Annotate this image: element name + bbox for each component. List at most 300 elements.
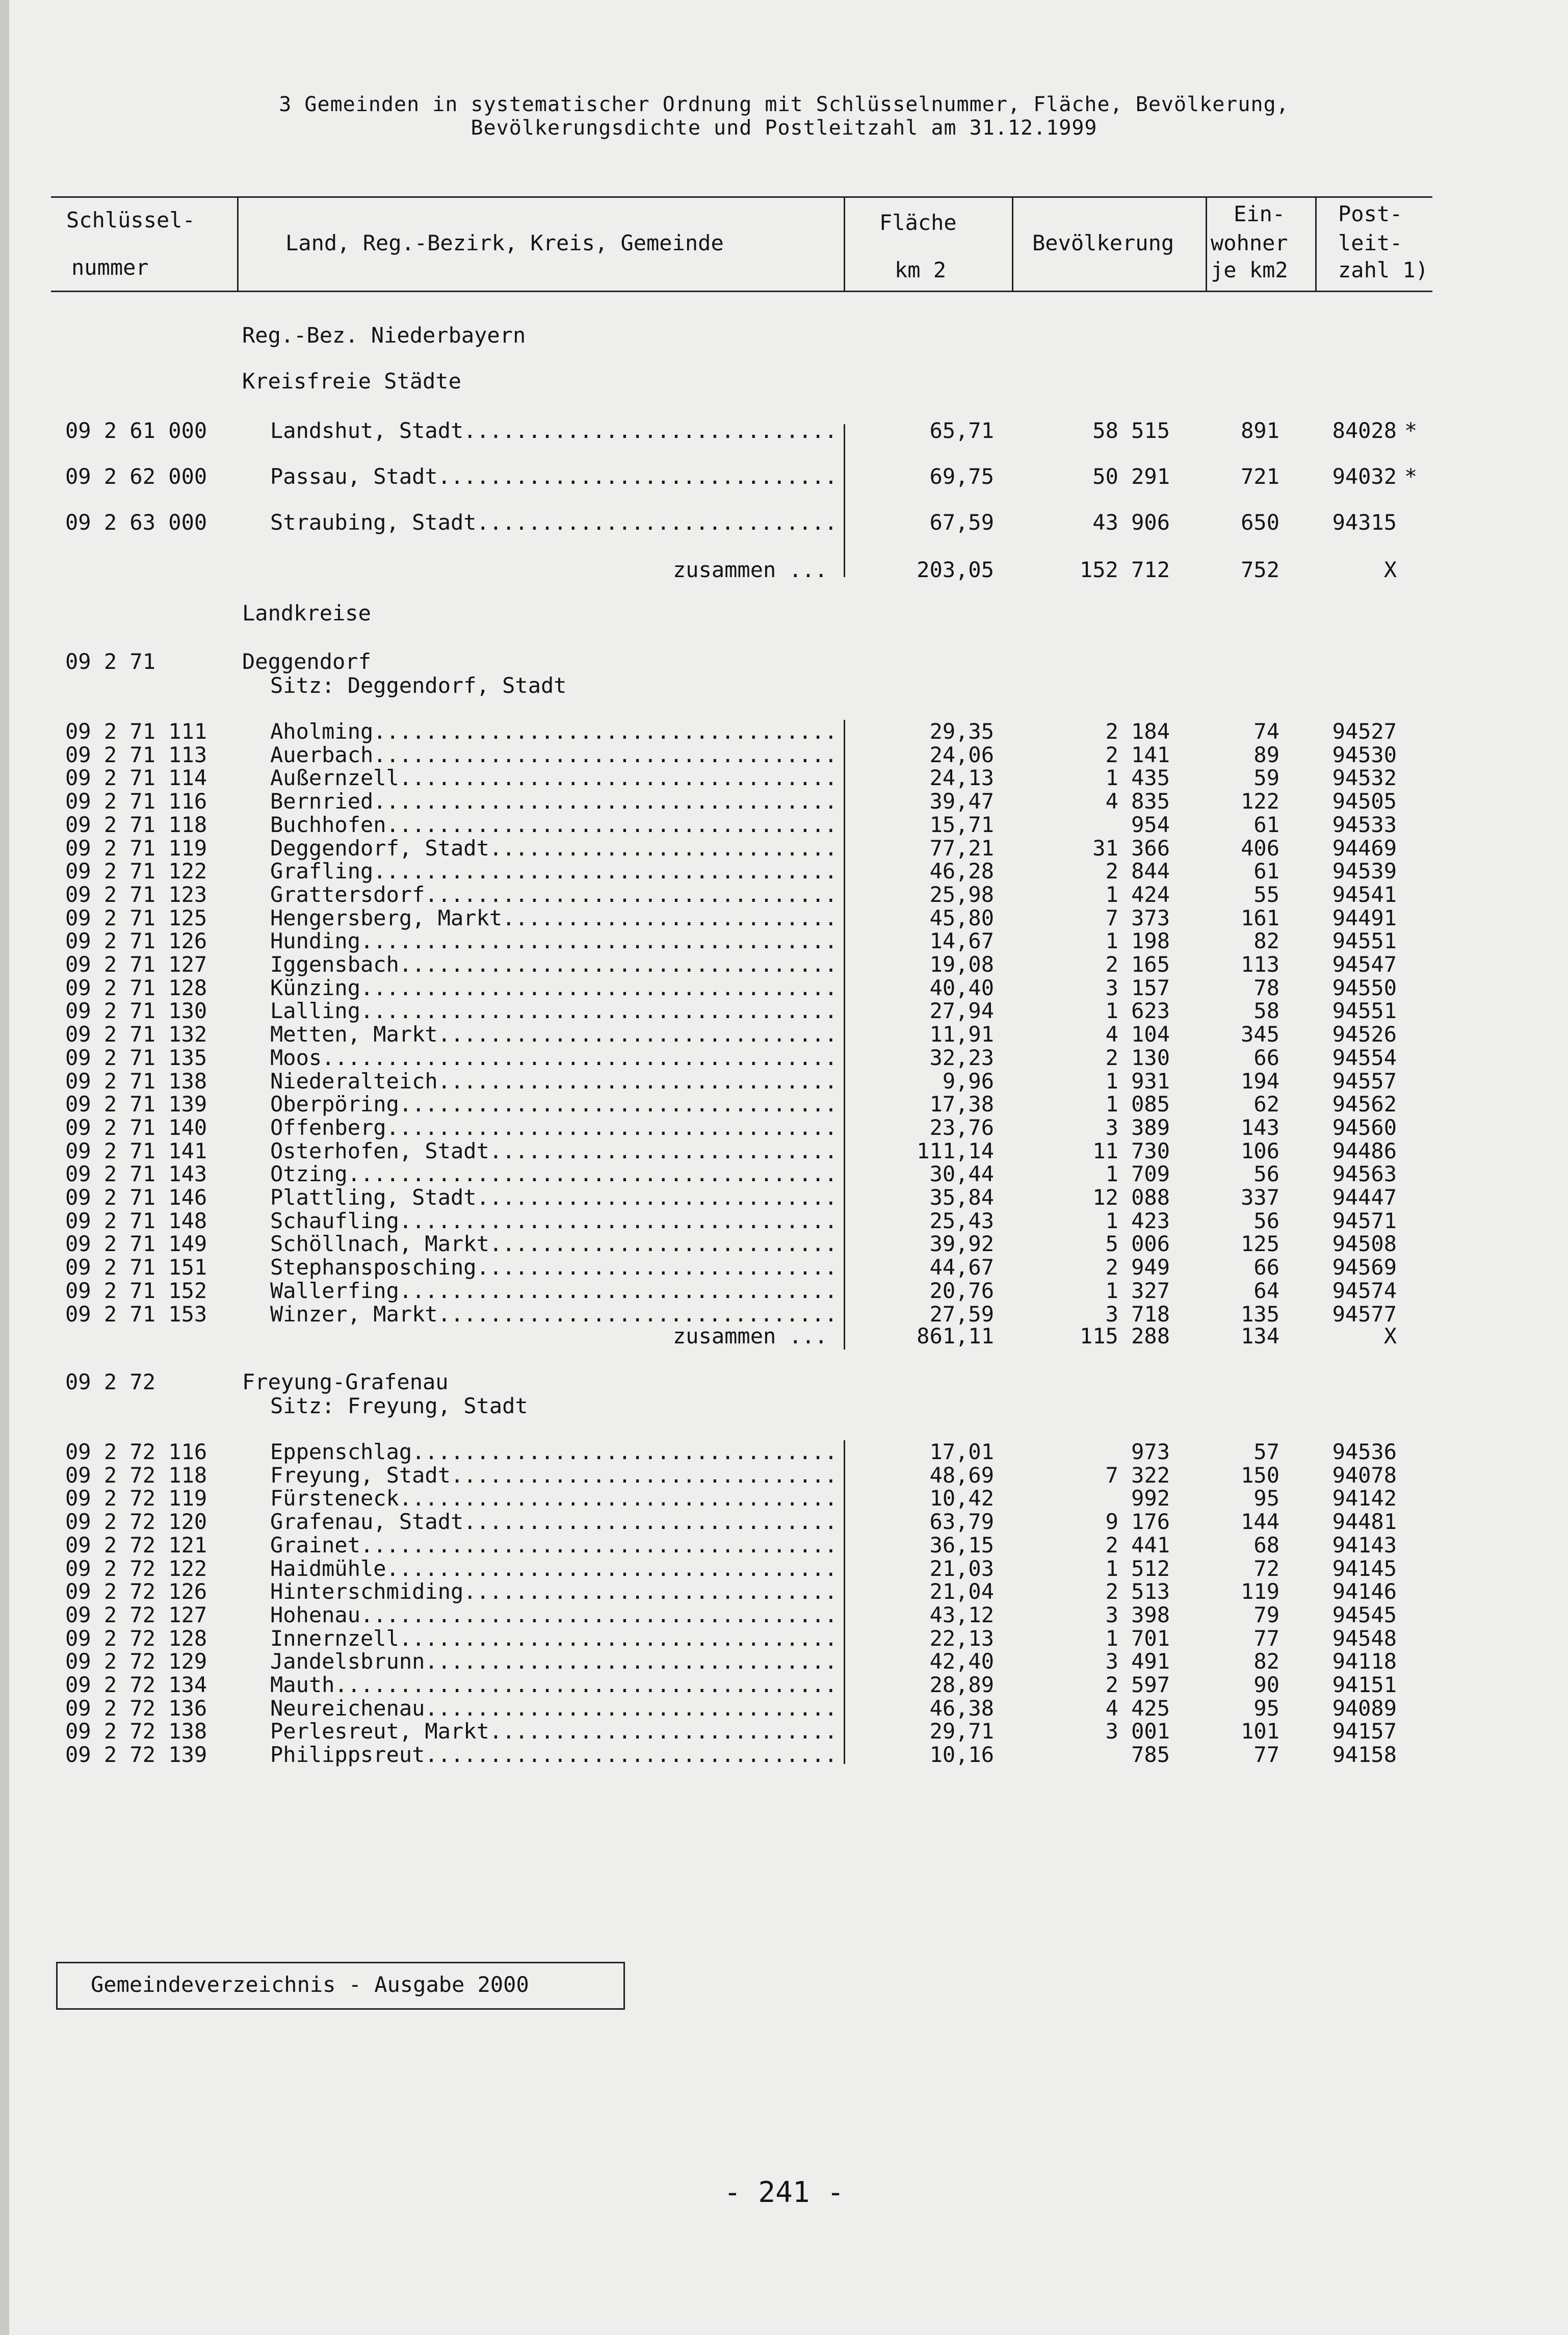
leader-dots: ................................ (425, 1695, 838, 1721)
row-name: Hunding..................................... (270, 928, 838, 954)
row-flaeche: 46,38 (929, 1695, 994, 1721)
row-plz: 94550 (1332, 975, 1397, 1000)
row-bevoelkerung: 785 (1131, 1742, 1170, 1768)
row-flaeche: 42,40 (929, 1649, 994, 1674)
leader-dots: ................................ (425, 1742, 838, 1768)
row-key: 09 2 71 149 (65, 1231, 207, 1257)
row-name: Osterhofen, Stadt........................... (270, 1138, 838, 1163)
row-key: 09 2 72 126 (65, 1579, 207, 1604)
leader-dots: .................................. (399, 1486, 838, 1511)
row-key: 09 2 71 151 (65, 1255, 207, 1280)
row-flaeche: 67,59 (929, 510, 994, 535)
row-name: Neureichenau................................ (270, 1695, 838, 1721)
row-bevoelkerung: 954 (1131, 812, 1170, 837)
row-name: Philippsreut................................ (270, 1742, 838, 1768)
row-name: Auerbach.................................... (270, 742, 838, 767)
row-dichte: 161 (1241, 905, 1279, 930)
kreis-name: Freyung-Grafenau (242, 1369, 449, 1394)
row-dichte: 74 (1253, 719, 1279, 744)
leader-dots: ........................................ (322, 1045, 838, 1070)
row-dichte: 194 (1241, 1068, 1279, 1094)
row-plz: 94118 (1332, 1649, 1397, 1674)
row-bevoelkerung: 1 085 (1105, 1092, 1170, 1117)
leader-dots: ..................................... (360, 1602, 838, 1627)
row-bevoelkerung: 2 949 (1105, 1255, 1170, 1280)
row-bevoelkerung: 3 001 (1105, 1719, 1170, 1744)
row-dichte: 95 (1253, 1486, 1279, 1511)
row-name: Eppenschlag................................. (270, 1439, 838, 1464)
row-dichte: 106 (1241, 1138, 1279, 1163)
row-key: 09 2 72 120 (65, 1509, 207, 1535)
row-plz: 94577 (1332, 1301, 1397, 1327)
row-plz: 94157 (1332, 1719, 1397, 1744)
row-bevoelkerung: 1 327 (1105, 1278, 1170, 1303)
leader-dots: .................................. (399, 1208, 838, 1233)
row-key: 09 2 71 127 (65, 952, 207, 977)
row-bevoelkerung: 1 709 (1105, 1161, 1170, 1187)
leader-dots: ....................................... (334, 1672, 838, 1697)
row-key: 09 2 71 126 (65, 928, 207, 954)
row-plz: 94158 (1332, 1742, 1397, 1768)
title-line-2: Bevölkerungsdichte und Postleitzahl am 31.12.1999 (471, 116, 1097, 140)
row-bevoelkerung: 992 (1131, 1486, 1170, 1511)
row-bevoelkerung: 4 835 (1105, 789, 1170, 814)
row-key: 09 2 72 139 (65, 1742, 207, 1768)
row-name: Lalling..................................... (270, 998, 838, 1024)
row-key: 09 2 71 146 (65, 1185, 207, 1210)
row-bevoelkerung: 1 701 (1105, 1625, 1170, 1651)
row-key: 09 2 71 125 (65, 905, 207, 930)
row-name: Otzing...................................... (270, 1161, 838, 1187)
leader-dots: .............................. (451, 1462, 838, 1488)
row-plz: 94532 (1332, 765, 1397, 791)
leader-dots: .................................... (373, 719, 838, 744)
row-dichte: 891 (1241, 418, 1279, 443)
row-key: 09 2 71 123 (65, 881, 207, 907)
leader-dots: ............................... (437, 1068, 838, 1094)
header-top-rule (51, 196, 1432, 198)
row-flaeche: 10,42 (929, 1486, 994, 1511)
row-name: Moos........................................ (270, 1045, 838, 1070)
row-dichte: 77 (1253, 1625, 1279, 1651)
header-name: Land, Reg.-Bezirk, Kreis, Gemeinde (285, 230, 724, 255)
header-plz-line-3: zahl 1) (1338, 257, 1429, 282)
row-bevoelkerung: 3 389 (1105, 1114, 1170, 1140)
leader-dots: .................................. (399, 765, 838, 791)
row-key: 09 2 72 128 (65, 1625, 207, 1651)
row-bevoelkerung: 2 597 (1105, 1672, 1170, 1697)
row-plz: 94505 (1332, 789, 1397, 814)
row-plz: 94032 (1332, 464, 1397, 489)
row-bevoelkerung: 9 176 (1105, 1509, 1170, 1535)
leader-dots: ........................... (489, 1719, 838, 1744)
row-name: Fürsteneck.................................. (270, 1486, 838, 1511)
row-dichte: 61 (1253, 812, 1279, 837)
row-key: 09 2 71 119 (65, 835, 207, 861)
row-flaeche: 39,47 (929, 789, 994, 814)
row-name: Wallerfing.................................. (270, 1278, 838, 1303)
kreisfrei-total-dichte: 752 (1241, 557, 1279, 582)
row-name: Stephansposching............................ (270, 1255, 838, 1280)
header-flaeche-line-2: km 2 (895, 257, 947, 282)
row-flaeche: 20,76 (929, 1278, 994, 1303)
leader-dots: ...................................... (347, 1161, 838, 1187)
row-flaeche: 29,35 (929, 719, 994, 744)
leader-dots: ............................ (476, 510, 838, 535)
leader-dots: ............................... (437, 1022, 838, 1047)
row-flaeche: 21,03 (929, 1555, 994, 1581)
row-bevoelkerung: 2 141 (1105, 742, 1170, 767)
kreis1-total-dichte: 134 (1241, 1324, 1279, 1348)
row-bevoelkerung: 2 130 (1105, 1045, 1170, 1070)
kreis-name: Deggendorf (242, 649, 371, 674)
leader-dots: .................................. (399, 1625, 838, 1651)
row-dichte: 77 (1253, 1742, 1279, 1768)
row-name: Landshut, Stadt............................. (270, 418, 838, 443)
row-flaeche: 14,67 (929, 928, 994, 954)
row-flaeche: 21,04 (929, 1579, 994, 1604)
row-key: 09 2 71 130 (65, 998, 207, 1024)
row-key: 09 2 62 000 (65, 464, 207, 489)
row-plz: 94560 (1332, 1114, 1397, 1140)
row-name: Niederalteich............................... (270, 1068, 838, 1094)
leader-dots: ................................. (412, 1439, 838, 1464)
row-dichte: 122 (1241, 789, 1279, 814)
row-flaeche: 40,40 (929, 975, 994, 1000)
row-key: 09 2 71 113 (65, 742, 207, 767)
row-flaeche: 65,71 (929, 418, 994, 443)
row-flaeche: 32,23 (929, 1045, 994, 1070)
row-key: 09 2 72 118 (65, 1462, 207, 1488)
row-bevoelkerung: 2 844 (1105, 859, 1170, 884)
row-name: Straubing, Stadt............................ (270, 510, 838, 535)
row-key: 09 2 71 118 (65, 812, 207, 837)
row-bevoelkerung: 1 423 (1105, 1208, 1170, 1233)
row-key: 09 2 71 140 (65, 1114, 207, 1140)
title-line-1: 3 Gemeinden in systematischer Ordnung mit Schlüsselnummer, Fläche, Bevölkerung, (279, 93, 1289, 116)
row-bevoelkerung: 11 730 (1092, 1138, 1170, 1163)
row-key: 09 2 71 122 (65, 859, 207, 884)
row-plz: 94536 (1332, 1439, 1397, 1464)
row-key: 09 2 72 121 (65, 1532, 207, 1558)
row-key: 09 2 71 148 (65, 1208, 207, 1233)
header-plz-line-2: leit- (1338, 230, 1403, 255)
row-flaeche: 69,75 (929, 464, 994, 489)
header-ew-line-1: Ein- (1234, 201, 1286, 226)
kreisfrei-total-flaeche: 203,05 (917, 557, 994, 582)
row-key: 09 2 71 143 (65, 1161, 207, 1187)
row-dichte: 125 (1241, 1231, 1279, 1257)
row-flaeche: 63,79 (929, 1509, 994, 1535)
row-plz: 94481 (1332, 1509, 1397, 1535)
row-name: Haidmühle................................... (270, 1555, 838, 1581)
row-plz: 94089 (1332, 1695, 1397, 1721)
row-flaeche: 30,44 (929, 1161, 994, 1187)
row-bevoelkerung: 3 398 (1105, 1602, 1170, 1627)
row-flaeche: 111,14 (917, 1138, 994, 1163)
row-name: Grattersdorf................................ (270, 881, 838, 907)
leader-dots: ........................... (489, 835, 838, 861)
row-bevoelkerung: 4 425 (1105, 1695, 1170, 1721)
kreis-sitz: Sitz: Deggendorf, Stadt (270, 673, 567, 698)
row-name: Iggensbach.................................. (270, 952, 838, 977)
edition-text: Gemeindeverzeichnis - Ausgabe 2000 (91, 1972, 529, 1997)
leader-dots: ............................. (463, 1509, 838, 1535)
row-bevoelkerung: 3 491 (1105, 1649, 1170, 1674)
row-dichte: 119 (1241, 1579, 1279, 1604)
kreis1-total-plz: X (1383, 1324, 1397, 1348)
row-name: Jandelsbrunn................................ (270, 1649, 838, 1674)
header-divider (1206, 196, 1207, 292)
kreis1-total-bevoelkerung: 115 288 (1079, 1324, 1170, 1348)
row-dichte: 90 (1253, 1672, 1279, 1697)
leader-dots: .................................. (399, 1278, 838, 1303)
row-name: Passau, Stadt............................... (270, 464, 838, 489)
row-dichte: 66 (1253, 1255, 1279, 1280)
row-dichte: 56 (1253, 1161, 1279, 1187)
row-plz: 94571 (1332, 1208, 1397, 1233)
leader-dots: ............................ (476, 1185, 838, 1210)
row-name: Mauth....................................... (270, 1672, 838, 1697)
row-key: 09 2 72 134 (65, 1672, 207, 1697)
leader-dots: ........................... (489, 1231, 838, 1257)
leader-dots: .................................... (373, 789, 838, 814)
row-key: 09 2 72 119 (65, 1486, 207, 1511)
row-key: 09 2 72 129 (65, 1649, 207, 1674)
row-plz: 94142 (1332, 1486, 1397, 1511)
row-key: 09 2 63 000 (65, 510, 207, 535)
row-mark: * (1404, 418, 1418, 443)
leader-dots: ................................... (386, 1555, 838, 1581)
row-bevoelkerung: 5 006 (1105, 1231, 1170, 1257)
leader-dots: ..................................... (360, 998, 838, 1024)
kreis-sitz: Sitz: Freyung, Stadt (270, 1393, 528, 1418)
row-plz: 94545 (1332, 1602, 1397, 1627)
row-name: Hinterschmiding............................. (270, 1579, 838, 1604)
row-dichte: 337 (1241, 1185, 1279, 1210)
row-flaeche: 44,67 (929, 1255, 994, 1280)
row-plz: 94491 (1332, 905, 1397, 930)
header-divider (1315, 196, 1317, 292)
row-plz: 94078 (1332, 1462, 1397, 1488)
row-dichte: 650 (1241, 510, 1279, 535)
row-plz: 94554 (1332, 1045, 1397, 1070)
row-flaeche: 10,16 (929, 1742, 994, 1768)
header-bevoelkerung: Bevölkerung (1032, 230, 1174, 255)
row-flaeche: 24,06 (929, 742, 994, 767)
header-ew-line-2: wohner (1211, 230, 1288, 255)
section-regbez: Reg.-Bez. Niederbayern (242, 323, 526, 348)
row-bevoelkerung: 973 (1131, 1439, 1170, 1464)
row-dichte: 72 (1253, 1555, 1279, 1581)
row-flaeche: 45,80 (929, 905, 994, 930)
row-dichte: 101 (1241, 1719, 1279, 1744)
row-key: 09 2 71 128 (65, 975, 207, 1000)
row-plz: 94447 (1332, 1185, 1397, 1210)
row-key: 09 2 72 127 (65, 1602, 207, 1627)
row-name: Bernried.................................... (270, 789, 838, 814)
row-flaeche: 43,12 (929, 1602, 994, 1627)
row-plz: 94143 (1332, 1532, 1397, 1558)
row-key: 09 2 71 139 (65, 1092, 207, 1117)
row-flaeche: 28,89 (929, 1672, 994, 1697)
row-dichte: 66 (1253, 1045, 1279, 1070)
header-divider (237, 196, 239, 292)
row-plz: 94557 (1332, 1068, 1397, 1094)
row-name: Grafenau, Stadt............................. (270, 1509, 838, 1535)
row-plz: 94486 (1332, 1138, 1397, 1163)
leader-dots: ............................... (437, 1301, 838, 1327)
row-bevoelkerung: 31 366 (1092, 835, 1170, 861)
row-key: 09 2 71 153 (65, 1301, 207, 1327)
leader-dots: ............................. (463, 1579, 838, 1604)
row-key: 09 2 71 132 (65, 1022, 207, 1047)
row-mark: * (1404, 464, 1418, 489)
header-flaeche-line-1: Fläche (879, 210, 957, 235)
row-flaeche: 25,98 (929, 881, 994, 907)
row-key: 09 2 71 152 (65, 1278, 207, 1303)
row-dichte: 89 (1253, 742, 1279, 767)
row-bevoelkerung: 7 373 (1105, 905, 1170, 930)
row-dichte: 64 (1253, 1278, 1279, 1303)
leader-dots: ................................... (386, 812, 838, 837)
row-key: 09 2 72 116 (65, 1439, 207, 1464)
leader-dots: .................................. (399, 952, 838, 977)
row-flaeche: 77,21 (929, 835, 994, 861)
row-dichte: 59 (1253, 765, 1279, 791)
row-bevoelkerung: 1 435 (1105, 765, 1170, 791)
row-plz: 94539 (1332, 859, 1397, 884)
leader-dots: ............................. (463, 418, 838, 443)
row-key: 09 2 61 000 (65, 418, 207, 443)
row-bevoelkerung: 50 291 (1092, 464, 1170, 489)
row-dichte: 58 (1253, 998, 1279, 1024)
leader-dots: ..................................... (360, 975, 838, 1000)
leader-dots: .................................. (399, 1092, 838, 1117)
leader-dots: ........................... (489, 1138, 838, 1163)
row-bevoelkerung: 1 512 (1105, 1555, 1170, 1581)
leader-dots: ................................ (425, 881, 838, 907)
kreisfrei-total-plz: X (1383, 557, 1397, 582)
row-dichte: 61 (1253, 859, 1279, 884)
leader-dots: ............................... (437, 464, 838, 489)
row-bevoelkerung: 4 104 (1105, 1022, 1170, 1047)
header-bottom-rule (51, 291, 1432, 292)
row-name: Deggendorf, Stadt........................... (270, 835, 838, 861)
row-dichte: 79 (1253, 1602, 1279, 1627)
leader-dots: .................................... (373, 859, 838, 884)
row-bevoelkerung: 3 157 (1105, 975, 1170, 1000)
row-name: Hengersberg, Markt.......................... (270, 905, 838, 930)
leader-dots: ............................ (476, 1255, 838, 1280)
row-name: Schaufling.................................. (270, 1208, 838, 1233)
row-plz: 94508 (1332, 1231, 1397, 1257)
row-flaeche: 39,92 (929, 1231, 994, 1257)
row-dichte: 78 (1253, 975, 1279, 1000)
row-flaeche: 19,08 (929, 952, 994, 977)
row-key: 09 2 72 138 (65, 1719, 207, 1744)
row-flaeche: 11,91 (929, 1022, 994, 1047)
header-ew-line-3: je km2 (1211, 257, 1288, 282)
row-name: Außernzell.................................. (270, 765, 838, 791)
row-plz: 94151 (1332, 1672, 1397, 1697)
row-flaeche: 29,71 (929, 1719, 994, 1744)
row-dichte: 62 (1253, 1092, 1279, 1117)
kreisfrei-total-bevoelkerung: 152 712 (1079, 557, 1170, 582)
row-name: Künzing..................................... (270, 975, 838, 1000)
scan-edge (0, 0, 9, 2335)
row-name: Freyung, Stadt.............................. (270, 1462, 838, 1488)
row-flaeche: 35,84 (929, 1185, 994, 1210)
leader-dots: ................................... (386, 1114, 838, 1140)
row-plz: 94548 (1332, 1625, 1397, 1651)
row-flaeche: 46,28 (929, 859, 994, 884)
row-key: 09 2 72 122 (65, 1555, 207, 1581)
row-plz: 94530 (1332, 742, 1397, 767)
row-name: Hohenau..................................... (270, 1602, 838, 1627)
row-key: 09 2 71 135 (65, 1045, 207, 1070)
row-plz: 94526 (1332, 1022, 1397, 1047)
name-column-rule (844, 424, 845, 577)
section-landkreise: Landkreise (242, 601, 371, 626)
row-dichte: 82 (1253, 928, 1279, 954)
row-plz: 94562 (1332, 1092, 1397, 1117)
row-flaeche: 17,38 (929, 1092, 994, 1117)
name-column-rule (844, 720, 845, 1350)
row-key: 09 2 71 116 (65, 789, 207, 814)
row-plz: 94574 (1332, 1278, 1397, 1303)
row-bevoelkerung: 2 184 (1105, 719, 1170, 744)
row-plz: 94469 (1332, 835, 1397, 861)
row-plz: 94563 (1332, 1161, 1397, 1187)
row-name: Innernzell.................................. (270, 1625, 838, 1651)
row-name: Winzer, Markt............................... (270, 1301, 838, 1327)
section-kreisfrei: Kreisfreie Städte (242, 369, 461, 394)
name-column-rule (844, 1440, 845, 1764)
row-plz: 94533 (1332, 812, 1397, 837)
row-flaeche: 36,15 (929, 1532, 994, 1558)
kreis-key: 09 2 72 (65, 1369, 156, 1394)
row-flaeche: 17,01 (929, 1439, 994, 1464)
row-bevoelkerung: 1 424 (1105, 881, 1170, 907)
row-bevoelkerung: 1 198 (1105, 928, 1170, 954)
kreis-key: 09 2 71 (65, 649, 156, 674)
row-dichte: 113 (1241, 952, 1279, 977)
row-plz: 94315 (1332, 510, 1397, 535)
row-key: 09 2 71 111 (65, 719, 207, 744)
row-bevoelkerung: 3 718 (1105, 1301, 1170, 1327)
row-name: Metten, Markt............................... (270, 1022, 838, 1047)
leader-dots: ................................ (425, 1649, 838, 1674)
row-bevoelkerung: 1 623 (1105, 998, 1170, 1024)
row-name: Offenberg................................... (270, 1114, 838, 1140)
row-flaeche: 27,59 (929, 1301, 994, 1327)
row-bevoelkerung: 2 441 (1105, 1532, 1170, 1558)
row-flaeche: 48,69 (929, 1462, 994, 1488)
row-name: Buchhofen................................... (270, 812, 838, 837)
row-dichte: 721 (1241, 464, 1279, 489)
row-flaeche: 27,94 (929, 998, 994, 1024)
row-name: Aholming.................................... (270, 719, 838, 744)
row-plz: 84028 (1332, 418, 1397, 443)
row-dichte: 345 (1241, 1022, 1279, 1047)
row-dichte: 150 (1241, 1462, 1279, 1488)
row-plz: 94541 (1332, 881, 1397, 907)
row-bevoelkerung: 2 513 (1105, 1579, 1170, 1604)
leader-dots: ..................................... (360, 928, 838, 954)
row-name: Perlesreut, Markt........................... (270, 1719, 838, 1744)
row-bevoelkerung: 58 515 (1092, 418, 1170, 443)
